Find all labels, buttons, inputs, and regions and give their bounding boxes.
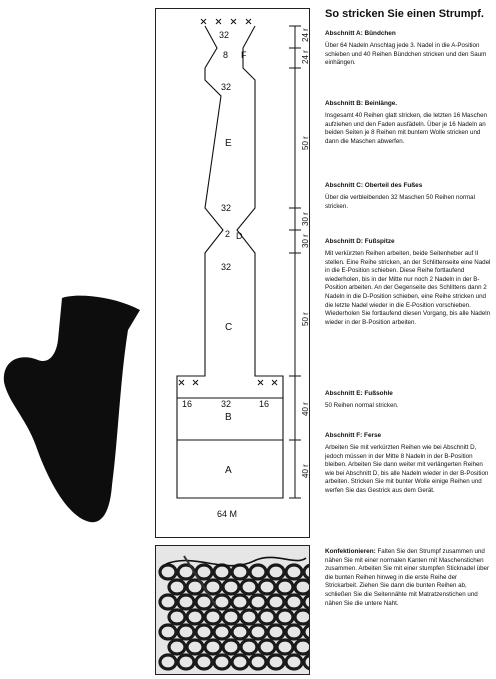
section-body: Über die verbleibenden 32 Maschen 50 Reihen normal stricken.: [325, 194, 475, 210]
section-body: Mit verkürzten Reihen arbeiten, beide Seitenheber auf II stellen. Eine Reihe stricken, an der Schlittenseite eine Nadel in die E-Position schieben. Diese Reihe fortlaufend wiederholen, bis in der Mitte nur noch 2 Nadeln in der B-Position arbeiten. An der Gegenseite des Schlittens dann 2 Nadeln in die D-Position schieben, eine Reihe stricken und die letzte Nadel wieder in die E-Position vorschieben. Wiederholen Sie fortlaufend diesen Vorgang, bis alle Nadeln wieder in der B-Position arbeiten.: [325, 250, 491, 326]
mid-upper-count: 32: [221, 203, 232, 213]
section-e: [325, 390, 491, 417]
section-d: [325, 238, 491, 333]
rows-f2: 24 r: [301, 50, 310, 64]
center-count: 32: [221, 399, 232, 409]
top-count: 32: [219, 30, 230, 40]
toe-count: 8: [223, 50, 229, 60]
section-f: [325, 432, 491, 502]
section-body: Über 64 Nadeln Anschlag jede 3. Nadel in die A-Position schieben und 40 Reihen Bündchen stricken und den Saum einhängen.: [325, 42, 487, 67]
sock-silhouette: [4, 296, 140, 523]
rows-d2: 30 r: [301, 234, 310, 248]
upper-count: 32: [221, 82, 232, 92]
top-x-marks: [201, 19, 251, 24]
section-heading: Abschnitt D: Fußspitze: [325, 238, 395, 245]
row-measurement-ruler: [289, 26, 301, 498]
right-count: 16: [259, 399, 270, 409]
rows-e: 50 r: [301, 136, 310, 150]
rows-b: 40 r: [301, 402, 310, 416]
finishing-text: [325, 548, 491, 608]
rows-f1: 24 r: [301, 28, 310, 42]
section-heading: Abschnitt F: Ferse: [325, 432, 382, 439]
section-c-label: C: [225, 322, 233, 333]
side-x-marks: [179, 380, 277, 385]
stitch-illustration: [156, 546, 310, 675]
section-heading: Abschnitt C: Oberteil des Fußes: [325, 182, 423, 189]
page-title: So stricken Sie einen Strumpf.: [325, 8, 484, 20]
rows-a: 40 r: [301, 464, 310, 478]
mid-number: 2: [225, 229, 231, 239]
left-count: 16: [182, 399, 193, 409]
section-heading: Abschnitt A: Bündchen: [325, 30, 396, 37]
section-c: [325, 182, 491, 217]
section-heading: Abschnitt B: Beinlänge.: [325, 100, 398, 107]
rows-c: 50 r: [301, 312, 310, 326]
bottom-label: 64 M: [217, 509, 238, 519]
toe-label: F: [241, 50, 247, 60]
rows-d1: 30 r: [301, 212, 310, 226]
section-heading: Abschnitt E: Fußsohle: [325, 390, 393, 397]
section-body: 50 Reihen normal stricken.: [325, 402, 399, 409]
section-body: Insgesamt 40 Reihen glatt stricken, die letzten 16 Maschen aufziehen und den Faden ausfädeln. Über je 16 Nadeln an beiden Seiten je 8 Reihen mit buntem Wolle stricken und dann die Maschen abwerfen.: [325, 112, 487, 145]
section-d-label: D: [236, 231, 243, 241]
sock-illustration: [0, 290, 150, 530]
finishing-body: Falten Sie den Strumpf zusammen und nähen Sie mit einer normalen Kanten mit Maschenstichen zusammen. Arbeiten Sie mit einer stumpfen Sticknadel über die bunten Reihen hinweg in die erste Reihe der Strickarbeit. Ziehen Sie dann die bunten Reihen ab, schließen Sie die Seitennähte mit Matratzenstichen und nähen Sie die untere Naht.: [325, 548, 490, 607]
section-b-label: B: [225, 412, 232, 423]
section-body: Arbeiten Sie mit verkürzten Reihen wie bei Abschnitt D, jedoch müssen in der Mitte 8 Nadeln in der B-Position bleiben. Arbeiten Sie dann weiter mit verlängerten Reihen wie bei Abschnitt D, bis alle Nadeln wieder in der B-Position arbeiten. Stricken Sie mit bunter Wolle einige Reihen und werfen Sie das Gestrick aus dem Gerät.: [325, 444, 489, 494]
section-a: [325, 30, 491, 74]
section-e-label: E: [225, 138, 232, 149]
section-b: [325, 100, 491, 152]
stitch-photo: [155, 545, 310, 675]
finishing-heading: Konfektionieren:: [325, 548, 376, 555]
pattern-diagram: [155, 8, 315, 538]
mid-lower-count: 32: [221, 262, 232, 272]
section-a-label: A: [225, 465, 232, 476]
